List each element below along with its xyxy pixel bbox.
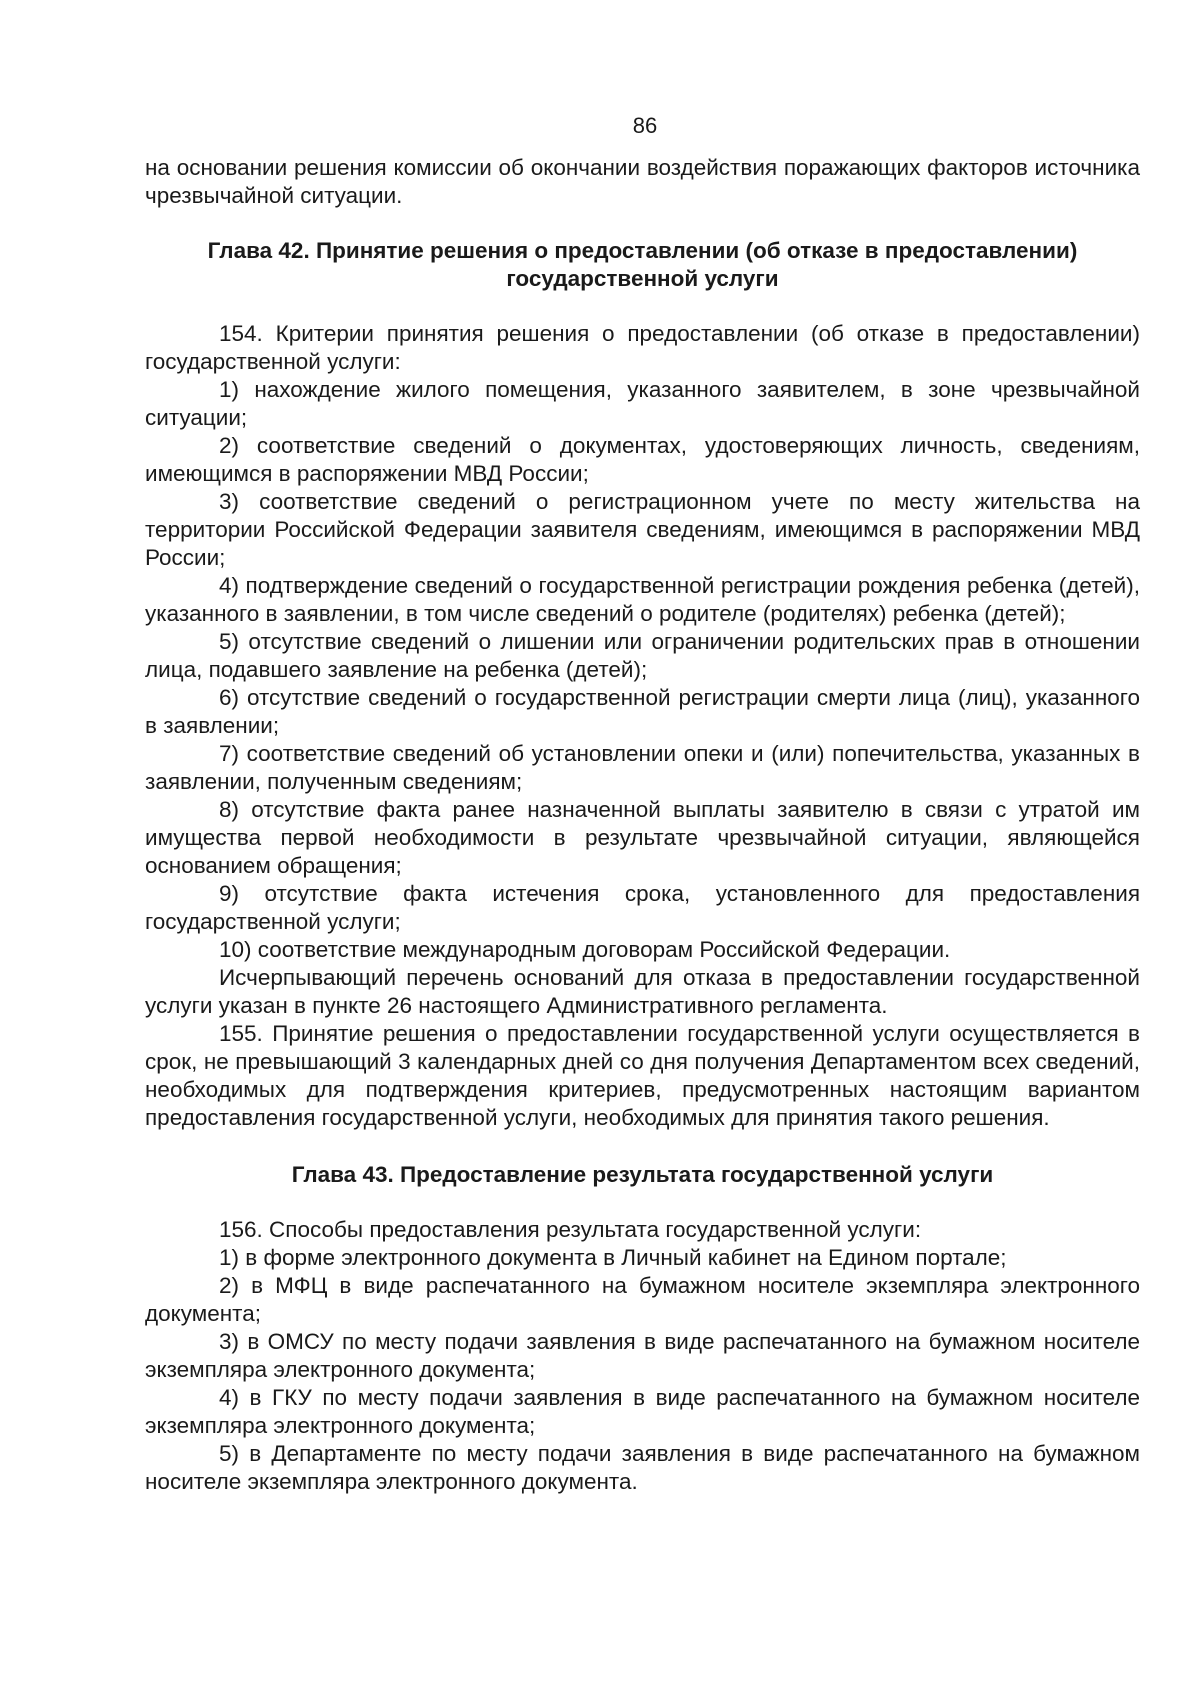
criterion-10: 10) соответствие международным договорам Российской Федерации. [219, 937, 951, 962]
criterion-6: 6) отсутствие сведений о государственной регистрации смерти лица (лиц), указанного в заявлении; [145, 685, 1140, 738]
document-page [145, 112, 1140, 1496]
criterion-4: 4) подтверждение сведений о государственной регистрации рождения ребенка (детей), указанного в заявлении, в том числе сведений о родителе (родителях) ребенка (детей); [145, 573, 1140, 626]
criterion-9: 9) отсутствие факта истечения срока, установленного для предоставления государственной услуги; [145, 881, 1140, 934]
page-number: 86 [632, 113, 658, 138]
criterion-1: 1) нахождение жилого помещения, указанного заявителем, в зоне чрезвычайной ситуации; [145, 377, 1140, 430]
method-3: 3) в ОМСУ по месту подачи заявления в виде распечатанного на бумажном носителе экземпляра электронного документа; [145, 1329, 1140, 1382]
method-2: 2) в МФЦ в виде распечатанного на бумажном носителе экземпляра электронного документа; [145, 1273, 1140, 1326]
chapter-43-body [145, 1216, 1140, 1496]
chapter-42-title: Глава 42. Принятие решения о предоставлении (об отказе в предоставлении) государственной услуги [207, 238, 1078, 291]
refusal-grounds-paragraph: Исчерпывающий перечень оснований для отказа в предоставлении государственной услуги указан в пункте 26 настоящего Административного регламента. [145, 965, 1140, 1018]
criterion-7: 7) соответствие сведений об установлении опеки и (или) попечительства, указанных в заявлении, полученным сведениям; [145, 741, 1140, 794]
chapter-42-body [145, 320, 1140, 1132]
paragraph-155: 155. Принятие решения о предоставлении государственной услуги осуществляется в срок, не превышающий 3 календарных дней со дня получения Департаментом всех сведений, необходимых для подтверждения критериев, предусмотренных настоящим вариантом предоставления государственной услуги, необходимых для принятия такого решения. [145, 1021, 1140, 1130]
paragraph-156: 156. Способы предоставления результата государственной услуги: [219, 1217, 922, 1242]
criterion-3: 3) соответствие сведений о регистрационном учете по месту жительства на территории Российской Федерации заявителя сведениям, имеющимся в распоряжении МВД России; [145, 489, 1140, 570]
paragraph-154: 154. Критерии принятия решения о предоставлении (об отказе в предоставлении) государственной услуги: [145, 321, 1140, 374]
intro-paragraph: на основании решения комиссии об окончании воздействия поражающих факторов источника чрезвычайной ситуации. [145, 155, 1140, 208]
criterion-8: 8) отсутствие факта ранее назначенной выплаты заявителю в связи с утратой им имущества первой необходимости в результате чрезвычайной ситуации, являющейся основанием обращения; [145, 797, 1140, 878]
method-5: 5) в Департаменте по месту подачи заявления в виде распечатанного на бумажном носителе экземпляра электронного документа. [145, 1441, 1140, 1494]
criterion-5: 5) отсутствие сведений о лишении или ограничении родительских прав в отношении лица, подавшего заявление на ребенка (детей); [145, 629, 1140, 682]
method-4: 4) в ГКУ по месту подачи заявления в виде распечатанного на бумажном носителе экземпляра электронного документа; [145, 1385, 1140, 1438]
criterion-2: 2) соответствие сведений о документах, удостоверяющих личность, сведениям, имеющимся в распоряжении МВД России; [145, 433, 1140, 486]
method-1: 1) в форме электронного документа в Личный кабинет на Едином портале; [219, 1245, 1007, 1270]
chapter-43-title: Глава 43. Предоставление результата государственной услуги [291, 1162, 994, 1187]
